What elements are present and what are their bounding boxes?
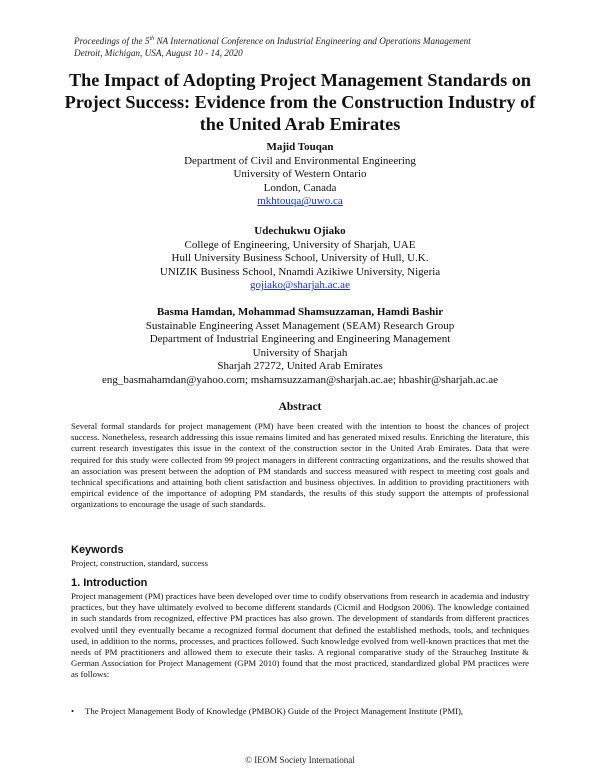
affiliation-line: College of Engineering, University of Sharjah, UAE	[184, 238, 416, 251]
affiliation-line: Hull University Business School, University of Hull, U.K.	[171, 252, 429, 265]
author-block-3	[40, 306, 560, 388]
author-name: Udechukwu Ojiako	[254, 225, 346, 237]
header-superscript: th	[149, 36, 155, 42]
page-footer: © IEOM Society International	[245, 755, 355, 765]
author-emails: eng_basmahamdan@yahoo.com; mshamsuzzaman@sharjah.ac.ae; hbashir@sharjah.ac.ae	[102, 373, 498, 386]
author-name: Majid Touqan	[266, 141, 334, 153]
affiliation-line: University of Sharjah	[252, 346, 348, 359]
section-heading-introduction: 1. Introduction	[71, 577, 148, 589]
abstract-heading: Abstract	[278, 401, 322, 413]
header-line-1-suffix: NA International Conference on Industrial Engineering and Operations Management	[154, 36, 471, 47]
bullet-icon: •	[71, 706, 75, 716]
author-name: Basma Hamdan, Mohammad Shamsuzzaman, Hamdi Bashir	[156, 306, 444, 318]
affiliation-line: London, Canada	[263, 181, 337, 194]
affiliation-line: Sharjah 27272, United Arab Emirates	[217, 360, 383, 373]
abstract-text: Several formal standards for project management (PM) have been created with the intention to boost the chances of project success. Nonetheless, research addressing this issue remains limited and has generated mixed results. Enriching the literature, this current research investigates this issue in the context of the construction sector in the United Arab Emirates. Data that were required for this study were collected from 99 project managers in different contracting organizations, and the results showed that an association was present between the adoption of PM standards and success measured with respect to meeting cost goals and technical specifications and attaining both client satisfaction and business objectives. In addition to providing practitioners with empirical evidence of the importance of adopting PM standards, the results of this study support the attempts of professional organizations to encourage the usage of such standards.	[71, 421, 529, 510]
author-email-link[interactable]: mkhtouqa@uwo.ca	[257, 195, 343, 208]
affiliation-line: Department of Civil and Environmental Engineering	[184, 154, 416, 167]
affiliation-line: Department of Industrial Engineering and Engineering Management	[149, 333, 451, 346]
keywords-text: Project, construction, standard, success	[71, 558, 209, 568]
header-line-1-prefix: Proceedings of the 5	[74, 36, 150, 47]
introduction-text: Project management (PM) practices have been developed over time to codify observations from research in academia and industry practices, but they have ultimately evolved to become different standards (Cicmil and Hodgson 2006). The knowledge contained in such standards from recognized, effective PM practices has also grown. The development of standards from different practices evolved until they eventually became a recognized formal document that defined the established methods, tools, and techniques used, in addition to the norms, processes, and practices followed. Such knowledge evolved from well-known practices that met the needs of PM practitioners and allowed them to execute their tasks. A regional comparative study of the Straucheg Institute & German Association for Project Management (GPM 2010) found that the most practiced, standardized global PM practices were as follows:	[71, 591, 529, 680]
author-email-link[interactable]: gojiako@sharjah.ac.ae	[250, 279, 350, 292]
affiliation-line: University of Western Ontario	[233, 168, 367, 181]
header-line-2: Detroit, Michigan, USA, August 10 - 14, 2020	[74, 48, 243, 59]
affiliation-line: Sustainable Engineering Asset Management (SEAM) Research Group	[145, 319, 455, 332]
author-block-1	[40, 141, 560, 209]
bullet-text: The Project Management Body of Knowledge (PMBOK) Guide of the Project Management Institute (PMI),	[85, 706, 464, 716]
paper-title: The Impact of Adopting Project Management Standards on Project Success: Evidence from the Construction Industry of the United Arab Emirates	[64, 70, 536, 134]
proceedings-header	[74, 33, 534, 59]
keywords-heading: Keywords	[71, 544, 124, 556]
affiliation-line: UNIZIK Business School, Nnamdi Azikiwe University, Nigeria	[159, 265, 441, 278]
author-block-2	[40, 225, 560, 293]
header-line-1	[74, 33, 534, 47]
bullet-item	[71, 706, 529, 717]
